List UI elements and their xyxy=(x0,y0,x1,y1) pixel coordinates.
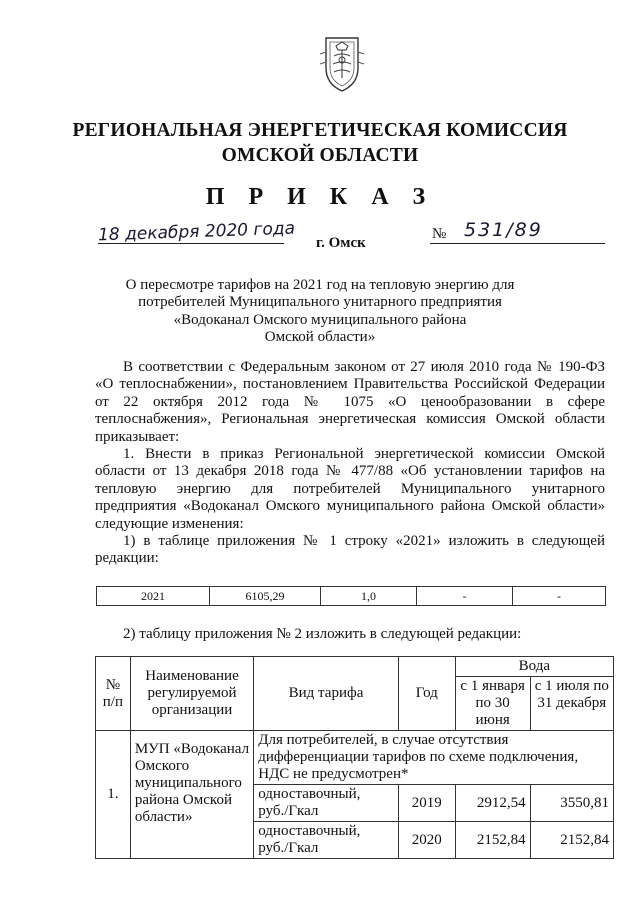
appendix-2-tariff-table xyxy=(95,656,614,859)
appendix-1-row-table xyxy=(96,586,606,606)
organization-name-line2: ОМСКОЙ ОБЛАСТИ xyxy=(221,145,419,166)
table-cell: 6105,29 xyxy=(210,587,321,606)
header-water: Вода xyxy=(455,657,613,677)
header-number: № п/п xyxy=(96,657,131,731)
table-cell: 2021 xyxy=(97,587,210,606)
tariff-type: одноставочный, руб./Гкал xyxy=(254,785,399,822)
item-1-2-paragraph-wrap xyxy=(95,626,605,643)
value-period-1: 2912,54 xyxy=(455,785,530,822)
handwritten-number: 531/89 xyxy=(464,219,543,241)
table-row xyxy=(96,731,614,785)
header-year: Год xyxy=(398,657,455,731)
year: 2020 xyxy=(398,822,455,859)
value-period-2: 2152,84 xyxy=(530,822,613,859)
organization-name-line1: РЕГИОНАЛЬНАЯ ЭНЕРГЕТИЧЕСКАЯ КОМИССИЯ xyxy=(72,120,568,141)
date-underline xyxy=(98,243,284,244)
header-organization: Наименование регулируемой организации xyxy=(130,657,253,731)
header-tariff-type: Вид тарифа xyxy=(254,657,399,731)
table-row xyxy=(97,587,606,606)
item-1-paragraph: 1. Внести в приказ Региональной энергетической комиссии Омской области от 13 декабря 2018 года № 477/88 «Об установлении тарифов на тепловую энергию для потребителей Муниципального унитарного предприятия «Водоканал Омского муниципального района Омской области» следующие изменения: xyxy=(95,446,605,532)
organization-name: МУП «Водоканал Омского муниципального района Омской области» xyxy=(130,731,253,859)
city-label: г. Омск xyxy=(316,235,366,251)
number-prefix: № xyxy=(432,226,447,242)
title-line: потребителей Муниципального унитарного предприятия xyxy=(138,294,502,311)
document-type-heading: П Р И К А З xyxy=(205,184,435,210)
item-1-2-paragraph: 2) таблицу приложения № 2 изложить в следующей редакции: xyxy=(123,626,522,642)
header-period-1: с 1 января по 30 июня xyxy=(455,677,530,731)
document-body xyxy=(95,359,605,568)
group-note: Для потребителей, в случае отсутствия дифференциации тарифов по схеме подключения, НДС не предусмотрен* xyxy=(254,731,614,785)
title-line: Омской области» xyxy=(264,329,376,346)
tariff-type: одноставочный, руб./Гкал xyxy=(254,822,399,859)
coat-of-arms-emblem xyxy=(318,34,366,94)
header-period-2: с 1 июля по 31 декабря xyxy=(530,677,613,731)
document-title xyxy=(100,277,540,347)
value-period-2: 3550,81 xyxy=(530,785,613,822)
table-cell: - xyxy=(513,587,606,606)
row-number: 1. xyxy=(96,731,131,859)
title-line: «Водоканал Омского муниципального района xyxy=(173,311,467,328)
table-cell: - xyxy=(417,587,513,606)
value-period-1: 2152,84 xyxy=(455,822,530,859)
table-cell: 1,0 xyxy=(321,587,417,606)
number-underline xyxy=(430,243,605,244)
year: 2019 xyxy=(398,785,455,822)
handwritten-date: 18 декабря 2020 года xyxy=(97,218,296,246)
table-header-row xyxy=(96,657,614,677)
preamble-paragraph: В соответствии с Федеральным законом от 27 июля 2010 года № 190-ФЗ «О теплоснабжении», постановлением Правительства Российской Федерации от 22 октября 2012 года № 1075 «О ценообразовании в сфере теплоснабжения», Региональная энергетическая комиссия Омской области приказывает: xyxy=(95,359,605,445)
item-1-1-paragraph: 1) в таблице приложения № 1 строку «2021» изложить в следующей редакции: xyxy=(95,533,605,567)
title-line: О пересмотре тарифов на 2021 год на тепловую энергию для xyxy=(125,277,515,293)
